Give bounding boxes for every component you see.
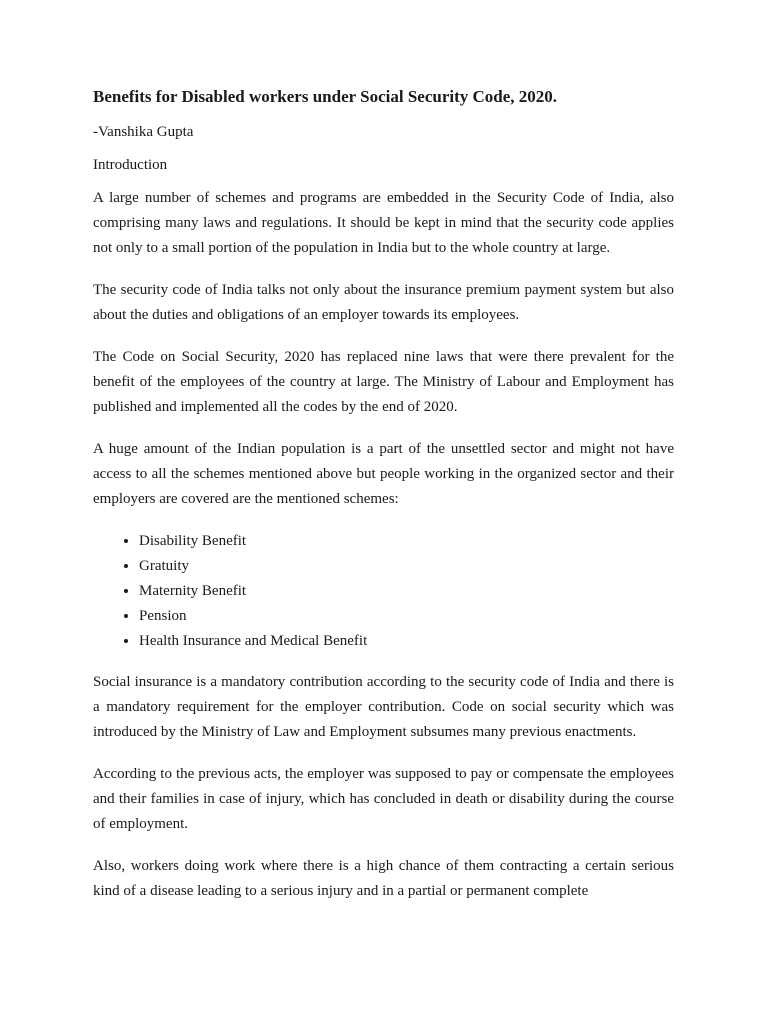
author-byline: -Vanshika Gupta — [93, 124, 194, 140]
list-item: • Pension — [139, 604, 674, 629]
paragraph: According to the previous acts, the employer was supposed to pay or compensate the employees and their families in case of injury, which has concluded in death or disability during the course of employment. — [93, 766, 674, 832]
paragraph: A huge amount of the Indian population is a part of the unsettled sector and might not have access to all the schemes mentioned above but people working in the organized sector and their employers are covered are the mentioned schemes: — [93, 441, 674, 507]
list-item: • Maternity Benefit — [139, 579, 674, 604]
benefits-list — [93, 529, 674, 654]
paragraph: The security code of India talks not only about the insurance premium payment system but also about the duties and obligations of an employer towards its employees. — [93, 282, 674, 323]
list-item: • Disability Benefit — [139, 529, 674, 554]
document-page — [93, 86, 674, 921]
paragraph: The Code on Social Security, 2020 has replaced nine laws that were there prevalent for the benefit of the employees of the country at large. The Ministry of Labour and Employment has published and implemented all the codes by the end of 2020. — [93, 349, 674, 415]
paragraph: Social insurance is a mandatory contribution according to the security code of India and there is a mandatory requirement for the employer contribution. Code on social security which was introduced by the Ministry of Law and Employment subsumes many previous enactments. — [93, 674, 674, 740]
section-heading-introduction: Introduction — [93, 157, 168, 173]
list-item: • Gratuity — [139, 554, 674, 579]
list-item: • Health Insurance and Medical Benefit — [139, 629, 674, 654]
document-title: Benefits for Disabled workers under Social Security Code, 2020. — [93, 87, 558, 106]
paragraph: Also, workers doing work where there is a high chance of them contracting a certain serious kind of a disease leading to a serious injury and in a partial or permanent complete — [93, 858, 674, 899]
paragraph: A large number of schemes and programs are embedded in the Security Code of India, also comprising many laws and regulations. It should be kept in mind that the security code applies not only to a small portion of the population in India but to the whole country at large. — [93, 190, 674, 256]
